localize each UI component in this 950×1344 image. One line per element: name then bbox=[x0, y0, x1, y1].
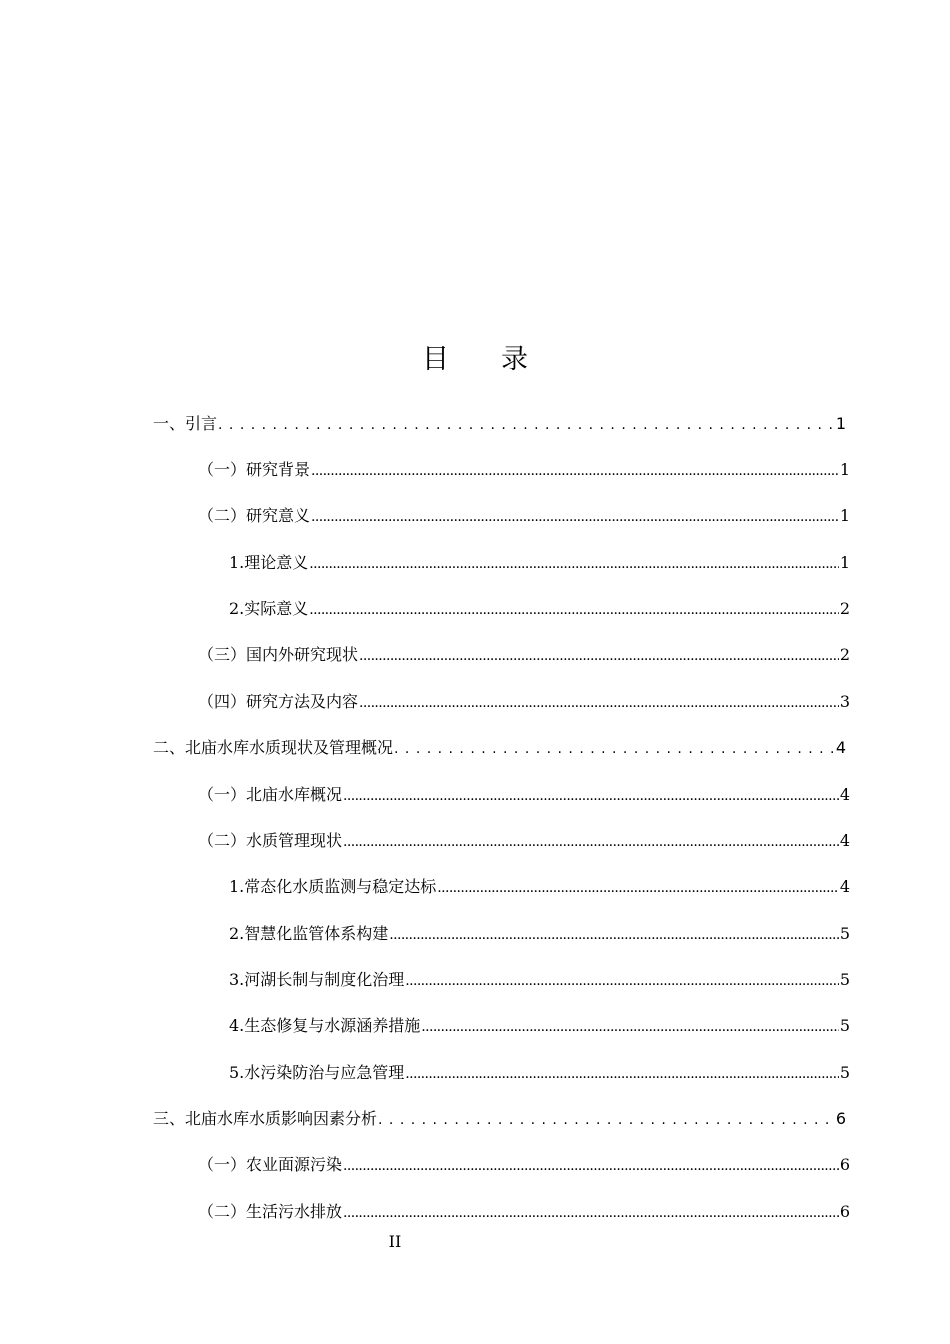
toc-entry[interactable] bbox=[229, 919, 850, 949]
dot-leader bbox=[311, 501, 839, 532]
toc-entry[interactable] bbox=[153, 733, 846, 763]
toc-entry[interactable] bbox=[229, 872, 850, 902]
toc-entry[interactable] bbox=[229, 594, 850, 624]
toc-entry[interactable] bbox=[229, 1011, 850, 1041]
toc-title: 目录 bbox=[422, 344, 580, 375]
toc-entry[interactable] bbox=[229, 548, 850, 578]
toc-entry[interactable] bbox=[229, 965, 850, 995]
toc-entry-text: 1.理论意义 bbox=[229, 553, 309, 572]
toc-entry[interactable] bbox=[153, 409, 846, 439]
dot-leader bbox=[421, 1011, 839, 1042]
toc-entry-text: 三、北庙水库水质影响因素分析 bbox=[153, 1109, 378, 1128]
toc-entry-page: 6 bbox=[835, 1109, 846, 1128]
dot-leader bbox=[359, 687, 839, 718]
toc-entry-text: （三）国内外研究现状 bbox=[198, 645, 359, 664]
dot-leader bbox=[394, 733, 835, 764]
toc-entry-text: （四）研究方法及内容 bbox=[198, 692, 359, 711]
toc-entry-text: （二）水质管理现状 bbox=[198, 831, 343, 850]
toc-entry-page: 1 bbox=[839, 553, 850, 572]
toc-entry-page: 2 bbox=[839, 645, 850, 664]
toc-entry-text: （一）北庙水库概况 bbox=[198, 785, 343, 804]
toc-entry-page: 5 bbox=[839, 970, 850, 989]
toc-entry-page: 5 bbox=[839, 1016, 850, 1035]
page-number: II bbox=[388, 1232, 402, 1251]
dot-leader bbox=[311, 455, 839, 486]
dot-leader bbox=[405, 965, 839, 996]
dot-leader bbox=[343, 1150, 839, 1181]
toc-entry-text: （二）生活污水排放 bbox=[198, 1202, 343, 1221]
toc-entry-text: 二、北庙水库水质现状及管理概况 bbox=[153, 738, 394, 757]
dot-leader bbox=[309, 548, 839, 579]
dot-leader bbox=[359, 640, 839, 671]
toc-entry-page: 4 bbox=[839, 877, 850, 896]
toc-entry-page: 2 bbox=[839, 599, 850, 618]
toc-entry-text: 一、引言 bbox=[153, 414, 218, 433]
toc-entry-text: 1.常态化水质监测与稳定达标 bbox=[229, 877, 437, 896]
toc-entry-text: 2.实际意义 bbox=[229, 599, 309, 618]
toc-entry[interactable] bbox=[198, 687, 850, 717]
dot-leader bbox=[309, 594, 839, 625]
dot-leader bbox=[343, 826, 839, 857]
dot-leader bbox=[389, 919, 839, 950]
dot-leader bbox=[378, 1104, 835, 1135]
toc-entry[interactable] bbox=[198, 501, 850, 531]
toc-entry[interactable] bbox=[198, 1150, 850, 1180]
toc-entry-text: （一）农业面源污染 bbox=[198, 1155, 343, 1174]
toc-entry-page: 4 bbox=[839, 785, 850, 804]
toc-entry-text: 5.水污染防治与应急管理 bbox=[229, 1063, 405, 1082]
toc-entry-page: 1 bbox=[835, 414, 846, 433]
toc-entry[interactable] bbox=[153, 1104, 846, 1134]
toc-entry[interactable] bbox=[229, 1058, 850, 1088]
toc-entry-text: 3.河湖长制与制度化治理 bbox=[229, 970, 405, 989]
toc-entry[interactable] bbox=[198, 826, 850, 856]
dot-leader bbox=[343, 1197, 839, 1228]
toc-entry[interactable] bbox=[198, 1197, 850, 1227]
toc-entry-page: 1 bbox=[839, 460, 850, 479]
dot-leader bbox=[405, 1058, 839, 1089]
toc-entry[interactable] bbox=[198, 455, 850, 485]
toc-entry-text: 2.智慧化监管体系构建 bbox=[229, 924, 389, 943]
dot-leader bbox=[218, 409, 835, 440]
toc-entry-text: 4.生态修复与水源涵养措施 bbox=[229, 1016, 421, 1035]
toc-entry-page: 5 bbox=[839, 1063, 850, 1082]
toc-entry-page: 5 bbox=[839, 924, 850, 943]
toc-entry-text: （一）研究背景 bbox=[198, 460, 311, 479]
dot-leader bbox=[343, 780, 839, 811]
toc-entry-page: 4 bbox=[835, 738, 846, 757]
dot-leader bbox=[437, 872, 839, 903]
toc-entry-page: 4 bbox=[839, 831, 850, 850]
toc-entry-page: 6 bbox=[839, 1202, 850, 1221]
toc-entry-page: 6 bbox=[839, 1155, 850, 1174]
toc-entry-text: （二）研究意义 bbox=[198, 506, 311, 525]
toc-entry-page: 3 bbox=[839, 692, 850, 711]
toc-entry-page: 1 bbox=[839, 506, 850, 525]
toc-entry[interactable] bbox=[198, 780, 850, 810]
toc-entry[interactable] bbox=[198, 640, 850, 670]
